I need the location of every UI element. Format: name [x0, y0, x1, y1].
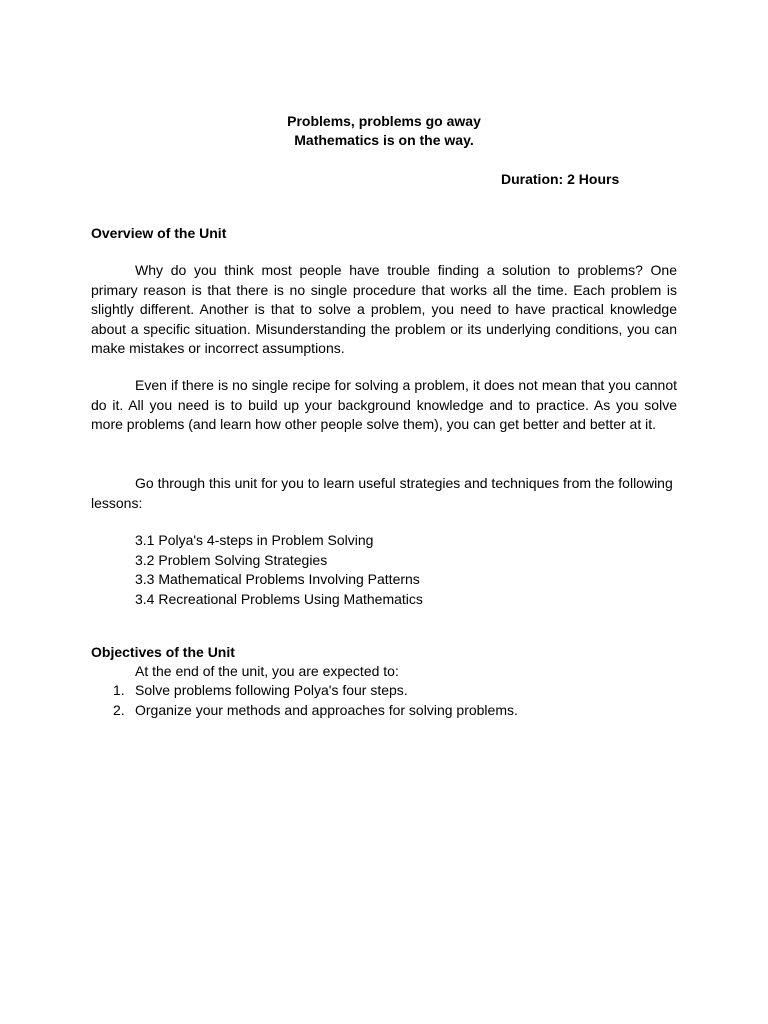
objectives-heading: Objectives of the Unit [91, 644, 235, 660]
objective-number: 1. [113, 682, 125, 698]
objective-text: Solve problems following Polya's four steps. [135, 682, 408, 698]
document-page [91, 0, 677, 1024]
objectives-list [91, 681, 518, 720]
duration-label: Duration: 2 Hours [501, 171, 620, 187]
objectives-intro: At the end of the unit, you are expected to: [135, 663, 399, 679]
lesson-item: 3.2 Problem Solving Strategies [135, 551, 328, 568]
objective-number: 2. [113, 701, 125, 718]
title-line-1: Problems, problems go away [287, 113, 481, 129]
objective-item [91, 701, 518, 721]
overview-paragraph-1: Why do you think most people have trouble finding a solution to problems? One primary reason is that there is no single procedure that works all the time. Each problem is slightly different. Another is that to solve a problem, you need to have practical knowledge about a specific situation. Misunderstanding the problem or its underlying conditions, you can make mistakes or incorrect assumptions. [91, 262, 677, 356]
objective-text: Organize your methods and approaches for solving problems. [135, 701, 518, 718]
objective-item [91, 681, 518, 701]
overview-paragraph-2: Even if there is no single recipe for solving a problem, it does not mean that you cannot do it. All you need is to build up your background knowledge and to practice. As you solve more problems (and learn how other people solve them), you can get better and better at it. [91, 377, 677, 432]
lesson-item: 3.3 Mathematical Problems Involving Patterns [135, 571, 420, 587]
overview-paragraph-3: Go through this unit for you to learn useful strategies and techniques from the following lessons: [91, 475, 673, 511]
lesson-item: 3.1 Polya's 4-steps in Problem Solving [135, 532, 374, 548]
lesson-list [135, 531, 423, 609]
title-line-2: Mathematics is on the way. [294, 132, 474, 148]
lesson-item: 3.4 Recreational Problems Using Mathematics [135, 590, 423, 607]
overview-heading: Overview of the Unit [91, 225, 227, 241]
